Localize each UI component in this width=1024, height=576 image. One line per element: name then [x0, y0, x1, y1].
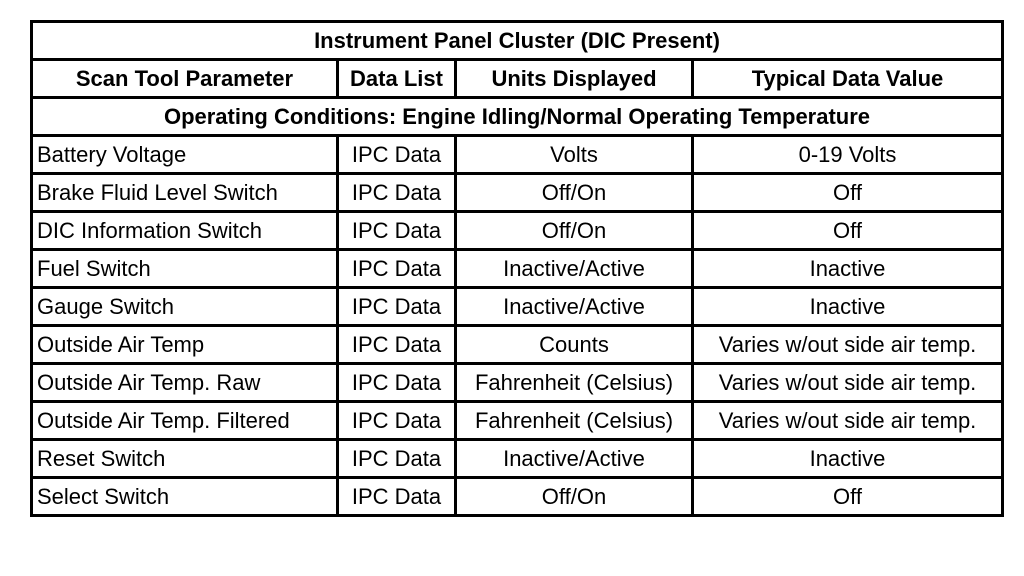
- cell-data-list: IPC Data: [338, 364, 456, 402]
- table-row: [32, 478, 1003, 516]
- operating-conditions: Operating Conditions: Engine Idling/Normal Operating Temperature: [32, 98, 1003, 136]
- cell-parameter: Outside Air Temp. Raw: [32, 364, 338, 402]
- cell-data-list: IPC Data: [338, 440, 456, 478]
- operating-conditions-row: [32, 98, 1003, 136]
- cell-data-list: IPC Data: [338, 250, 456, 288]
- table-row: [32, 288, 1003, 326]
- cell-data-list: IPC Data: [338, 402, 456, 440]
- table-title-row: [32, 22, 1003, 60]
- cell-parameter: Gauge Switch: [32, 288, 338, 326]
- cell-typical-value: Inactive: [693, 440, 1003, 478]
- cell-units: Fahrenheit (Celsius): [456, 402, 693, 440]
- cell-typical-value: Inactive: [693, 250, 1003, 288]
- table-row: [32, 174, 1003, 212]
- table-row: [32, 402, 1003, 440]
- cell-parameter: Fuel Switch: [32, 250, 338, 288]
- cell-data-list: IPC Data: [338, 212, 456, 250]
- cell-units: Off/On: [456, 478, 693, 516]
- cell-parameter: Select Switch: [32, 478, 338, 516]
- table-row: [32, 364, 1003, 402]
- cell-parameter: Brake Fluid Level Switch: [32, 174, 338, 212]
- cell-typical-value: Varies w/out side air temp.: [693, 402, 1003, 440]
- cell-units: Volts: [456, 136, 693, 174]
- cell-parameter: Outside Air Temp: [32, 326, 338, 364]
- table-row: [32, 440, 1003, 478]
- header-data-list: Data List: [338, 60, 456, 98]
- cell-parameter: Outside Air Temp. Filtered: [32, 402, 338, 440]
- cell-typical-value: Off: [693, 212, 1003, 250]
- cell-units: Off/On: [456, 212, 693, 250]
- cell-data-list: IPC Data: [338, 478, 456, 516]
- cell-parameter: Reset Switch: [32, 440, 338, 478]
- cell-parameter: DIC Information Switch: [32, 212, 338, 250]
- cell-units: Counts: [456, 326, 693, 364]
- cell-data-list: IPC Data: [338, 174, 456, 212]
- cell-typical-value: 0-19 Volts: [693, 136, 1003, 174]
- table-header-row: [32, 60, 1003, 98]
- header-units-displayed: Units Displayed: [456, 60, 693, 98]
- table-row: [32, 136, 1003, 174]
- table-title: Instrument Panel Cluster (DIC Present): [32, 22, 1003, 60]
- cell-data-list: IPC Data: [338, 136, 456, 174]
- table-row: [32, 212, 1003, 250]
- cell-typical-value: Varies w/out side air temp.: [693, 364, 1003, 402]
- cell-parameter: Battery Voltage: [32, 136, 338, 174]
- cell-units: Off/On: [456, 174, 693, 212]
- cell-data-list: IPC Data: [338, 288, 456, 326]
- table-row: [32, 250, 1003, 288]
- cell-units: Fahrenheit (Celsius): [456, 364, 693, 402]
- cell-units: Inactive/Active: [456, 250, 693, 288]
- cell-typical-value: Inactive: [693, 288, 1003, 326]
- cell-typical-value: Varies w/out side air temp.: [693, 326, 1003, 364]
- header-scan-tool-parameter: Scan Tool Parameter: [32, 60, 338, 98]
- cell-units: Inactive/Active: [456, 288, 693, 326]
- cell-units: Inactive/Active: [456, 440, 693, 478]
- cell-data-list: IPC Data: [338, 326, 456, 364]
- table-row: [32, 326, 1003, 364]
- instrument-panel-cluster-table: [30, 20, 1004, 517]
- cell-typical-value: Off: [693, 478, 1003, 516]
- cell-typical-value: Off: [693, 174, 1003, 212]
- header-typical-data-value: Typical Data Value: [693, 60, 1003, 98]
